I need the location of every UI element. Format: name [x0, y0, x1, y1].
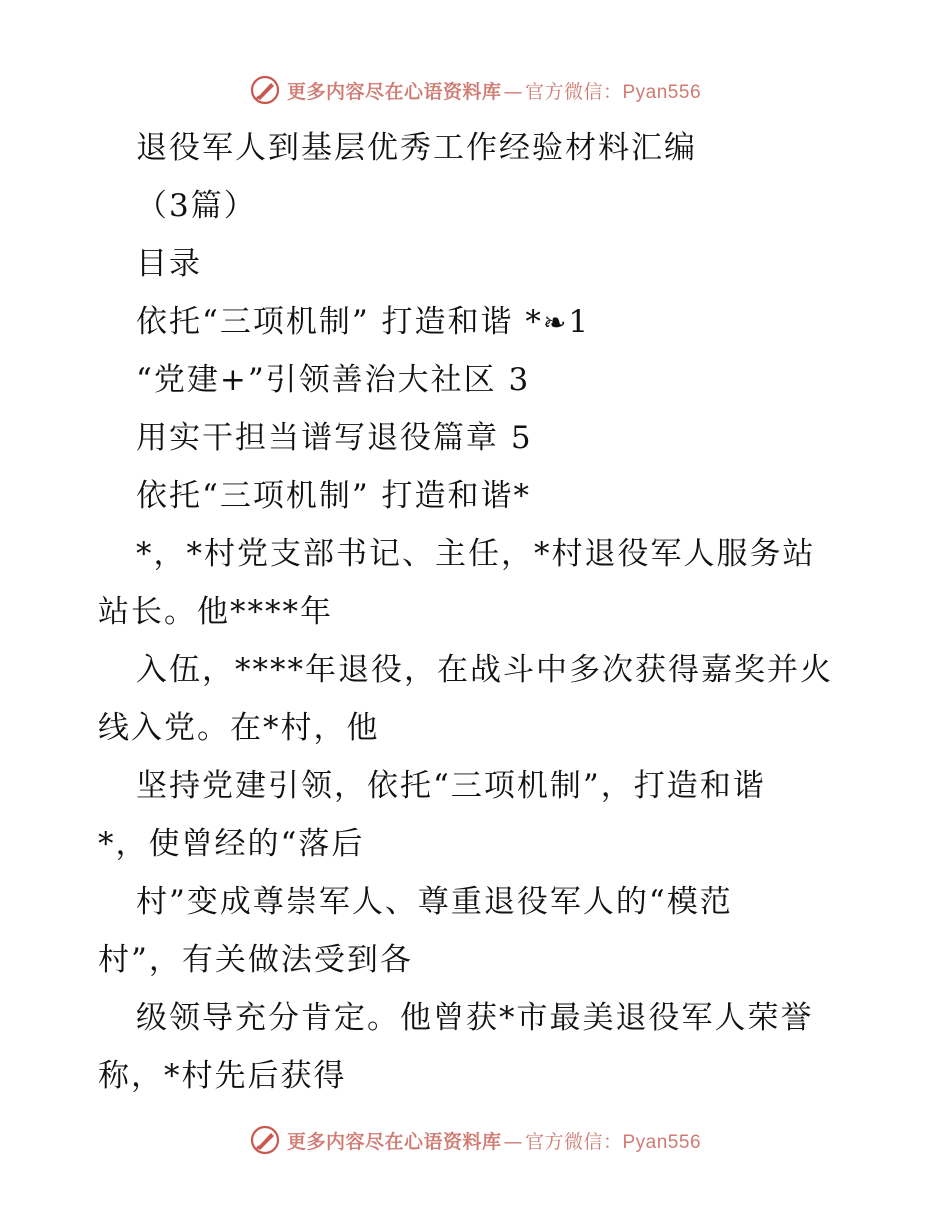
watermark-main: 更多内容尽在心语资料库 [286, 1130, 502, 1153]
toc-heading: 目录 [136, 246, 202, 282]
watermark-id: Pyan556 [622, 81, 702, 103]
doc-title: 退役军人到基层优秀工作经验材料汇编 [136, 130, 697, 166]
quill-logo-icon [249, 74, 281, 106]
paragraph-line: 线入党。在*村，他 [98, 710, 380, 746]
paragraph-line: 站长。他****年 [98, 594, 333, 630]
paragraph-line: 级领导充分肯定。他曾获*市最美退役军人荣誉 [136, 1000, 814, 1036]
ornament-icon: ❧ [542, 306, 569, 339]
toc-item-3[interactable]: 用实干担当谱写退役篇章 5 [136, 420, 533, 456]
watermark-text [287, 77, 701, 104]
paragraph-line: 村”变成尊崇军人、尊重退役军人的“模范 [136, 884, 733, 920]
section-heading: 依托“三项机制” 打造和谐* [136, 478, 532, 514]
paragraph-line: 坚持党建引领，依托“三项机制”，打造和谐 [136, 768, 766, 804]
watermark-separator: — [503, 80, 523, 103]
paragraph-line: 村”，有关做法受到各 [98, 942, 413, 978]
toc-item-1[interactable] [136, 296, 590, 348]
watermark-label: 官方微信： [524, 80, 623, 103]
paragraph-line: *，*村党支部书记、主任，*村退役军人服务站 [136, 536, 816, 572]
watermark-id: Pyan556 [622, 1131, 702, 1153]
quill-logo-icon [249, 1124, 281, 1156]
paragraph-line: *，使曾经的“落后 [98, 826, 365, 862]
watermark-text [287, 1127, 701, 1154]
watermark-separator: — [503, 1130, 523, 1153]
watermark-label: 官方微信： [524, 1130, 623, 1153]
doc-subtitle: （3篇） [136, 188, 257, 224]
watermark-header [0, 70, 950, 110]
watermark-main: 更多内容尽在心语资料库 [286, 80, 502, 103]
toc-item-2[interactable]: “党建+”引领善治大社区 3 [136, 362, 531, 398]
paragraph-line: 入伍，****年退役，在战斗中多次获得嘉奖并火 [136, 652, 833, 688]
toc-item-1-page: 1 [568, 304, 591, 340]
paragraph-line: 称，*村先后获得 [98, 1058, 347, 1094]
toc-item-1-title: 依托“三项机制” 打造和谐 * [136, 304, 543, 340]
watermark-footer [0, 1120, 950, 1160]
